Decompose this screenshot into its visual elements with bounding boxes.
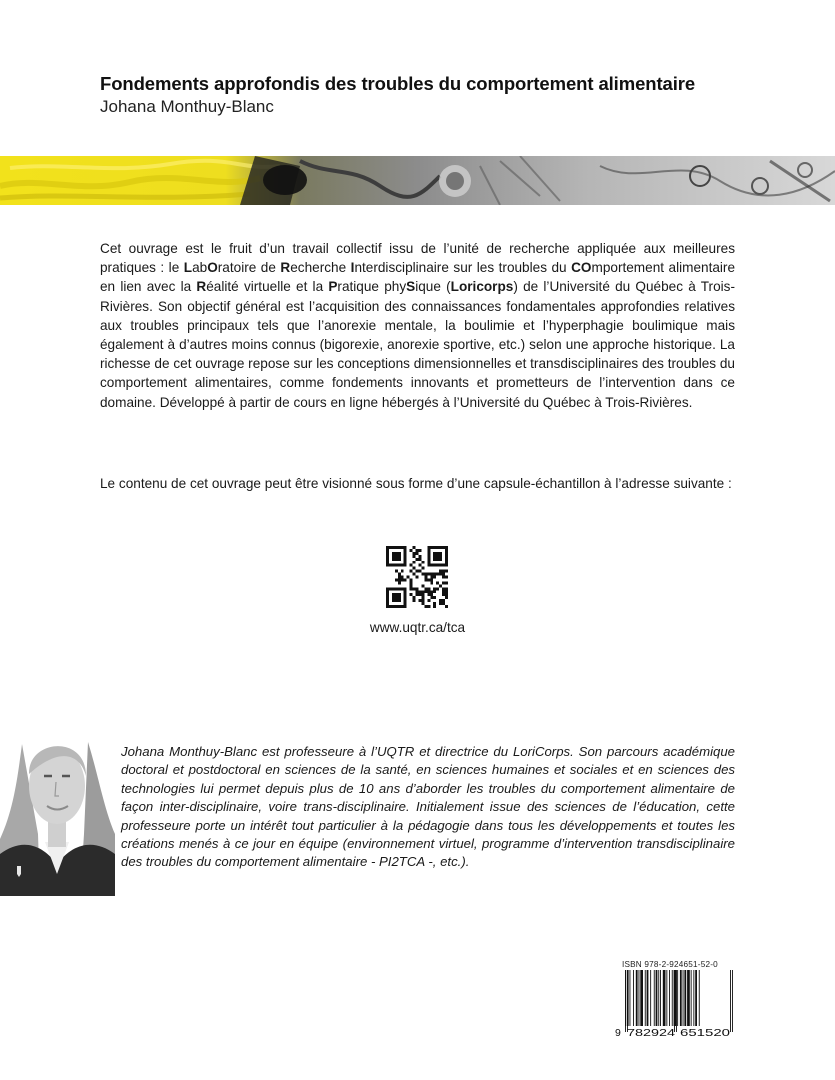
barcode-group-1: 782924 xyxy=(627,1027,676,1038)
qr-code-icon[interactable] xyxy=(386,546,448,608)
book-title: Fondements approfondis des troubles du comportement alimentaire xyxy=(100,73,696,94)
loricorps-brand: Loricorps xyxy=(450,279,514,295)
book-author: Johana Monthuy-Blanc xyxy=(100,97,274,116)
capsule-paragraph: Le contenu de cet ouvrage peut être visionné sous forme d’une capsule-échantillon à l’adresse suivante : xyxy=(100,476,732,491)
sample-url-link[interactable]: www.uqtr.ca/tca xyxy=(369,620,466,635)
barcode-first-digit: 9 xyxy=(615,1027,621,1038)
barcode-group-2: 651520 xyxy=(680,1027,731,1038)
description-paragraph: Cet ouvrage est le fruit d’un travail collectif issu de l’unité de recherche appliquée aux meilleures pratiques : le LabOratoire de Recherche Interdisciplinaire sur les troubles du COmportement alimentaire en lien avec la Réalité virtuelle et la Pratique phySique (Loricorps) de l’Université du Québec à Trois-Rivières. Son objectif général est l’acquisition des connaissances fondamentales approfondies relatives aux troubles principaux tels que l’anorexie mentale, la boulimie et l’hyperphagie boulimique mais également à d’autres moins connus (bigorexie, anorexie sportive, etc.) selon une approche historique. La richesse de cet ouvrage repose sur les conceptions dimensionnelles et transdisciplinaires des troubles du comportement alimentaires, comme fondements innovants et prometteurs de l’intervention dans ce domaine. Développé à partir de cours en ligne hébergés à l’Université du Québec à Trois-Rivières. xyxy=(100,241,736,410)
decorative-banner xyxy=(0,156,835,205)
barcode-icon xyxy=(614,970,735,1038)
author-bio: Johana Monthuy-Blanc est professeure à l’UQTR et directrice du LoriCorps. Son parcours académique doctoral et postdoctoral en sciences de la santé, en sciences humaines et sociales et en sciences des technologies lui permet depuis plus de 10 ans d’aborder les troubles du comportement alimentaire de façon inter-disciplinaire, voire trans-disciplinaire. Initialement issue des sciences de l’éducation, cette professeure porte un intérêt tout particulier à la pédagogie dans tous les développements et toutes les créations menés à ce jour en équipe (environnement virtuel, programme d’intervention transdisciplinaire des troubles du comportement alimentaire - PI2TCA -, etc.). xyxy=(121,744,735,870)
isbn-label: ISBN 978-2-924651-52-0 xyxy=(622,960,718,969)
author-photo xyxy=(0,714,115,896)
